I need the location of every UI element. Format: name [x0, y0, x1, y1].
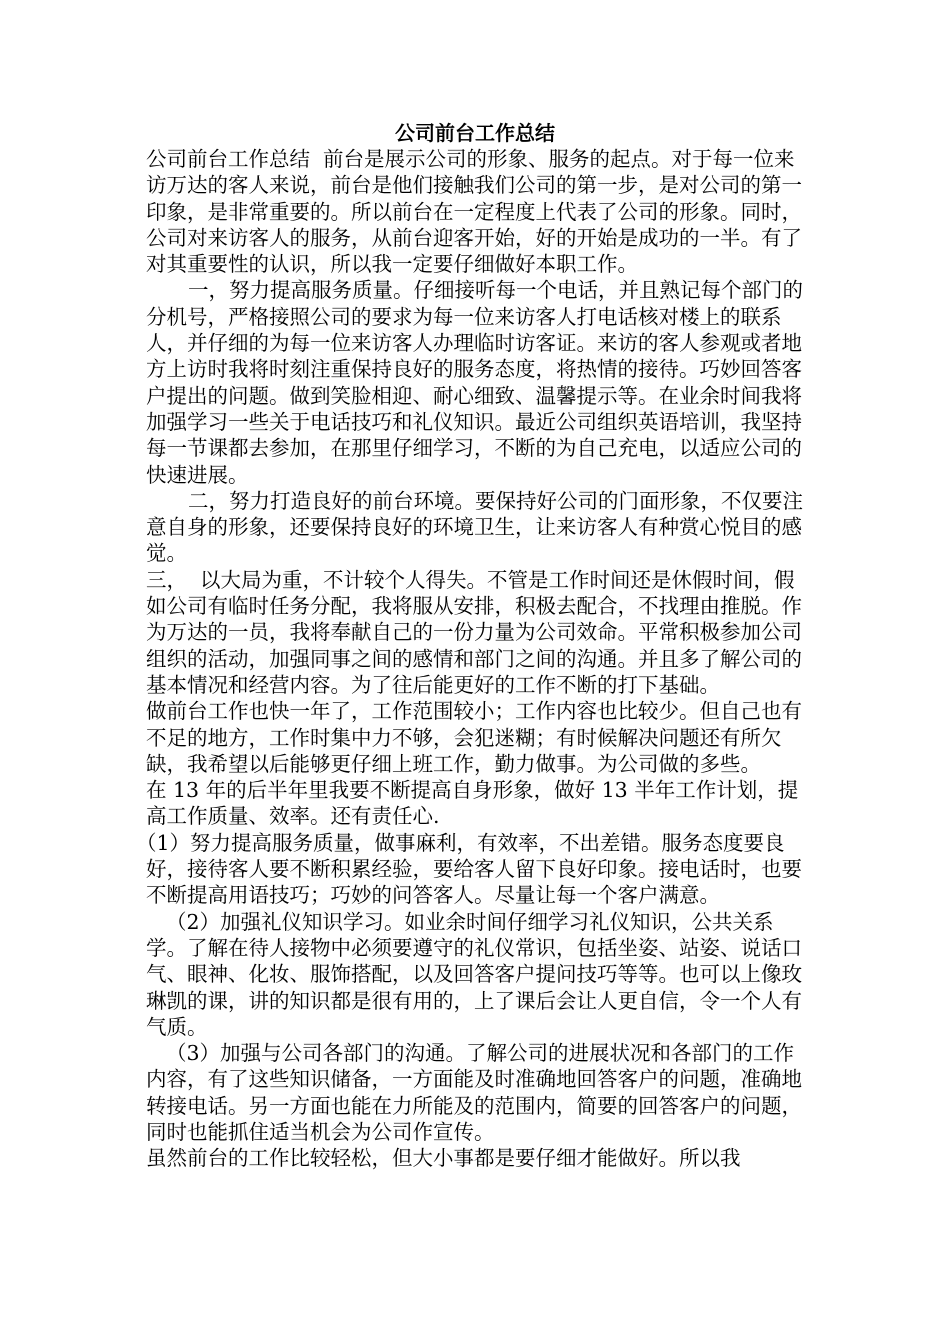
document-body	[136, 146, 811, 1172]
paragraph-self-review: 做前台工作也快一年了，工作范围较小；工作内容也比较少。但自己也有不足的地方，工作时集中力不够，会犯迷糊；有时候解决问题还有所欠缺，我希望以后能够更仔细上班工作，勤力做事。为公司做的多些。	[146, 699, 802, 776]
paragraph-closing: 虽然前台的工作比较轻松，但大小事都是要仔细才能做好。所以我	[146, 1146, 741, 1171]
paragraph-plan-item-1: （1）努力提高服务质量，做事麻利，有效率，不出差错。服务态度要良好，接待客人要不断积累经验，要给客人留下良好印象。接电话时，也要不断提高用语技巧；巧妙的问答客人。尽量让每一个客户满意。	[136, 830, 802, 908]
paragraph-plan: 在 13 年的后半年里我要不断提高自身形象，做好 13 半年工作计划，提高工作质量、效率。还有责任心.	[146, 778, 799, 829]
paragraph-intro: 公司前台工作总结 前台是展示公司的形象、服务的起点。对于每一位来访万达的客人来说，前台是他们接触我们公司的第一步，是对公司的第一印象，是非常重要的。所以前台在一定程度上代表了公司的形象。同时，公司对来访客人的服务，从前台迎客开始，好的开始是成功的一半。有了对其重要性的认识，所以我一定要仔细做好本职工作。	[146, 147, 802, 277]
paragraph-service-quality: 一，努力提高服务质量。仔细接听每一个电话，并且熟记每个部门的分机号，严格接照公司的要求为每一位来访客人打电话核对楼上的联系人，并仔细的为每一位来访客人办理临时访客证。来访的客人参观或者地方上访时我将时刻注重保持良好的服务态度，将热情的接待。巧妙回答客户提出的问题。做到笑脸相迎、耐心细致、温馨提示等。在业余时间我将加强学习一些关于电话技巧和礼仪知识。最近公司组织英语培训，我坚持每一节课都去参加，在那里仔细学习，不断的为自己充电，以适应公司的快速进展。	[146, 278, 803, 487]
paragraph-plan-item-3: （3）加强与公司各部门的沟通。了解公司的进展状况和各部门的工作内容，有了这些知识储备，一方面能及时准确地回答客户的问题，准确地转接电话。另一方面也能在力所能及的范围内，简要的回答客户的问题，同时也能抓住适当机会为公司作宣传。	[146, 1041, 802, 1144]
paragraph-front-desk-environment: 二，努力打造良好的前台环境。要保持好公司的门面形象，不仅要注意自身的形象，还要保持良好的环境卫生，让来访客人有种赏心悦目的感觉。	[146, 488, 803, 566]
paragraph-plan-item-2: （2）加强礼仪知识学习。如业余时间仔细学习礼仪知识，公共关系学。了解在待人接物中必须要遵守的礼仪常识，包括坐姿、站姿、说话口气、眼神、化妆、服饰搭配，以及回答客户提问技巧等等。也可以上像玫琳凯的课，讲的知识都是很有用的，上了课后会让人更自信，令一个人有气质。	[146, 909, 802, 1039]
document-title: 公司前台工作总结	[395, 121, 555, 145]
paragraph-overall-situation: 三， 以大局为重，不计较个人得失。不管是工作时间还是休假时间，假如公司有临时任务分配，我将服从安排，积极去配合，不找理由推脱。作为万达的一员，我将奉献自己的一份力量为公司效命。平常积极参加公司组织的活动，加强同事之间的感情和部门之间的沟通。并且多了解公司的基本情况和经营内容。为了往后能更好的工作不断的打下基础。	[146, 567, 802, 697]
